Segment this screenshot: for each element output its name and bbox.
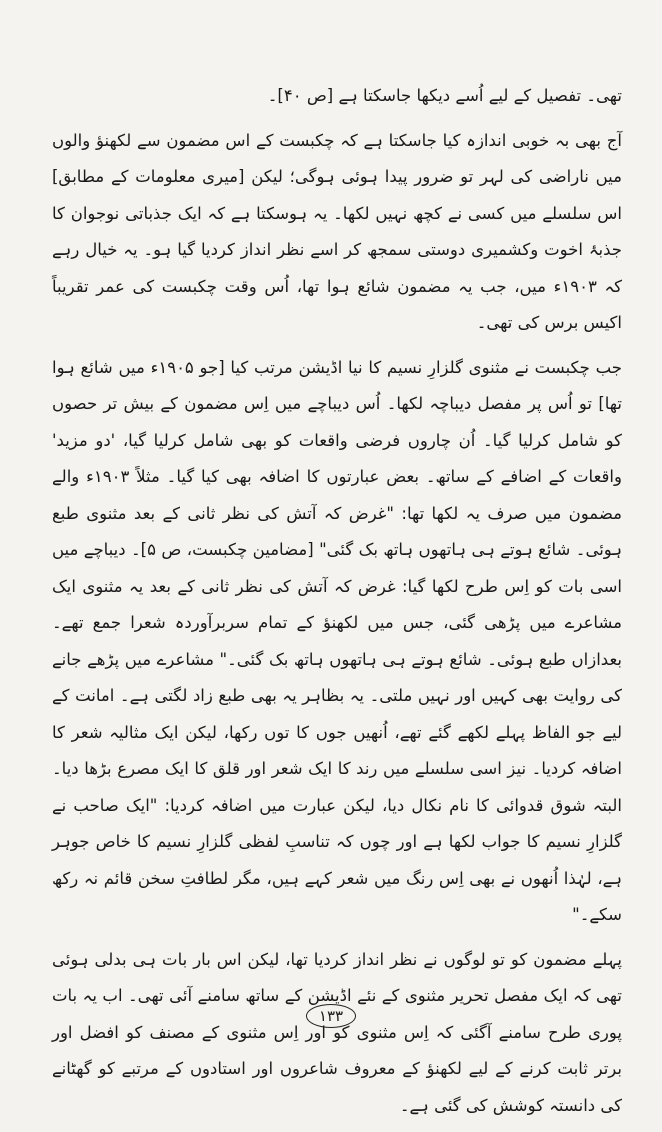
paragraph-2: آج بھی بہ خوبی اندازہ کیا جاسکتا ہے کہ چکبست کے اس مضمون سے لکھنؤ والوں میں ناراضی کی لہر تو ضرور پیدا ہوئی ہوگی؛ لیکن [میری معلومات کے مطابق] اس سلسلے میں کسی نے کچھ نہیں لکھا۔ یہ ہوسکتا ہے کہ ایک جذباتی نوجوان کا جذبۂ اخوت وکشمیری دوستی سمجھ کر اسے نظر انداز کردیا گیا ہو۔ یہ خیال رہے کہ ۱۹۰۳ء میں، جب یہ مضمون شائع ہوا تھا، اُس وقت چکبست کی عمر تقریباً اکیس برس کی تھی۔ (52, 130, 622, 332)
paragraph-4: پہلے مضمون کو تو لوگوں نے نظر انداز کردیا تھا، لیکن اس بار بات ہی بدلی ہوئی تھی کہ ایک مفصل تحریر مثنوی کے نئے اڈیشن کے ساتھ سامنے آئی تھی۔ اب یہ بات پوری طرح سامنے آگئی کہ اِس مثنوی کو اور اِس مثنوی کے مصنف کو افضل اور برتر ثابت کرنے کے لیے لکھنؤ کے معروف شاعروں اور استادوں کے مرتبے کو گھٹانے کی دانستہ کوشش کی گئی ہے۔ (52, 949, 622, 1115)
page-number-container (0, 1004, 662, 1028)
paragraph-1: تھی۔ تفصیل کے لیے اُسے دیکھا جاسکتا ہے [ص ۴۰]۔ (267, 86, 622, 105)
page-number: ۱۳۳ (306, 1004, 356, 1028)
paragraph-3: جب چکبست نے مثنوی گلزارِ نسیم کا نیا اڈیشن مرتب کیا [جو ۱۹۰۵ء میں شائع ہوا تھا] تو اُس پر مفصل دیباچہ لکھا۔ اُس دیباچے میں اِس مضمون کے بیش تر حصوں کو شامل کرلیا گیا۔ اُن چاروں فرضی واقعات کو بھی شامل کرلیا گیا، 'دو مزید' واقعات کے اضافے کے ساتھ۔ بعض عبارتوں کا اضافہ بھی کیا گیا۔ مثلاً ۱۹۰۳ء والے مضمون میں صرف یہ لکھا تھا: "غرض کہ آتش کی نظر ثانی کے بعد مثنوی طبع ہوئی۔ شائع ہوتے ہی ہاتھوں ہاتھ بک گئی" [مضامین چکبست، ص ۵]۔ دیباچے میں اسی بات کو اِس طرح لکھا گیا: غرض کہ آتش کی نظر ثانی کے بعد یہ مثنوی ایک مشاعرے میں پڑھی گئی، جس میں لکھنؤ کے تمام سربرآوردہ شعرا جمع تھے۔ بعدازاں طبع ہوئی۔ شائع ہوتے ہی ہاتھوں ہاتھ بک گئی۔" مشاعرے میں پڑھے جانے کی روایت بھی کہیں اور نہیں ملتی۔ یہ بظاہر یہ بھی طبع زاد لگتی ہے۔ امانت کے لیے جو الفاظ پہلے لکھے گئے تھے، اُنھیں جوں کا توں رکھا، لیکن ایک مثالیہ شعر کا اضافہ کردیا۔ نیز اسی سلسلے میں رند کا ایک شعر اور قلق کا ایک مصرع بڑھا دیا۔ البتہ شوق قدوائی کا نام نکال دیا، لیکن عبارت میں اضافہ کردیا: "ایک صاحب نے گلزارِ نسیم کا جواب لکھا ہے اور چوں کہ تناسبِ لفظی گلزارِ نسیم کا خاص جوہر ہے، لہٰذا اُنھوں نے بھی اِس رنگ میں شعر کہے ہیں، مگر لطافتِ سخن قائم نہ رکھ سکے۔" (52, 357, 622, 924)
body-text (52, 78, 622, 1132)
